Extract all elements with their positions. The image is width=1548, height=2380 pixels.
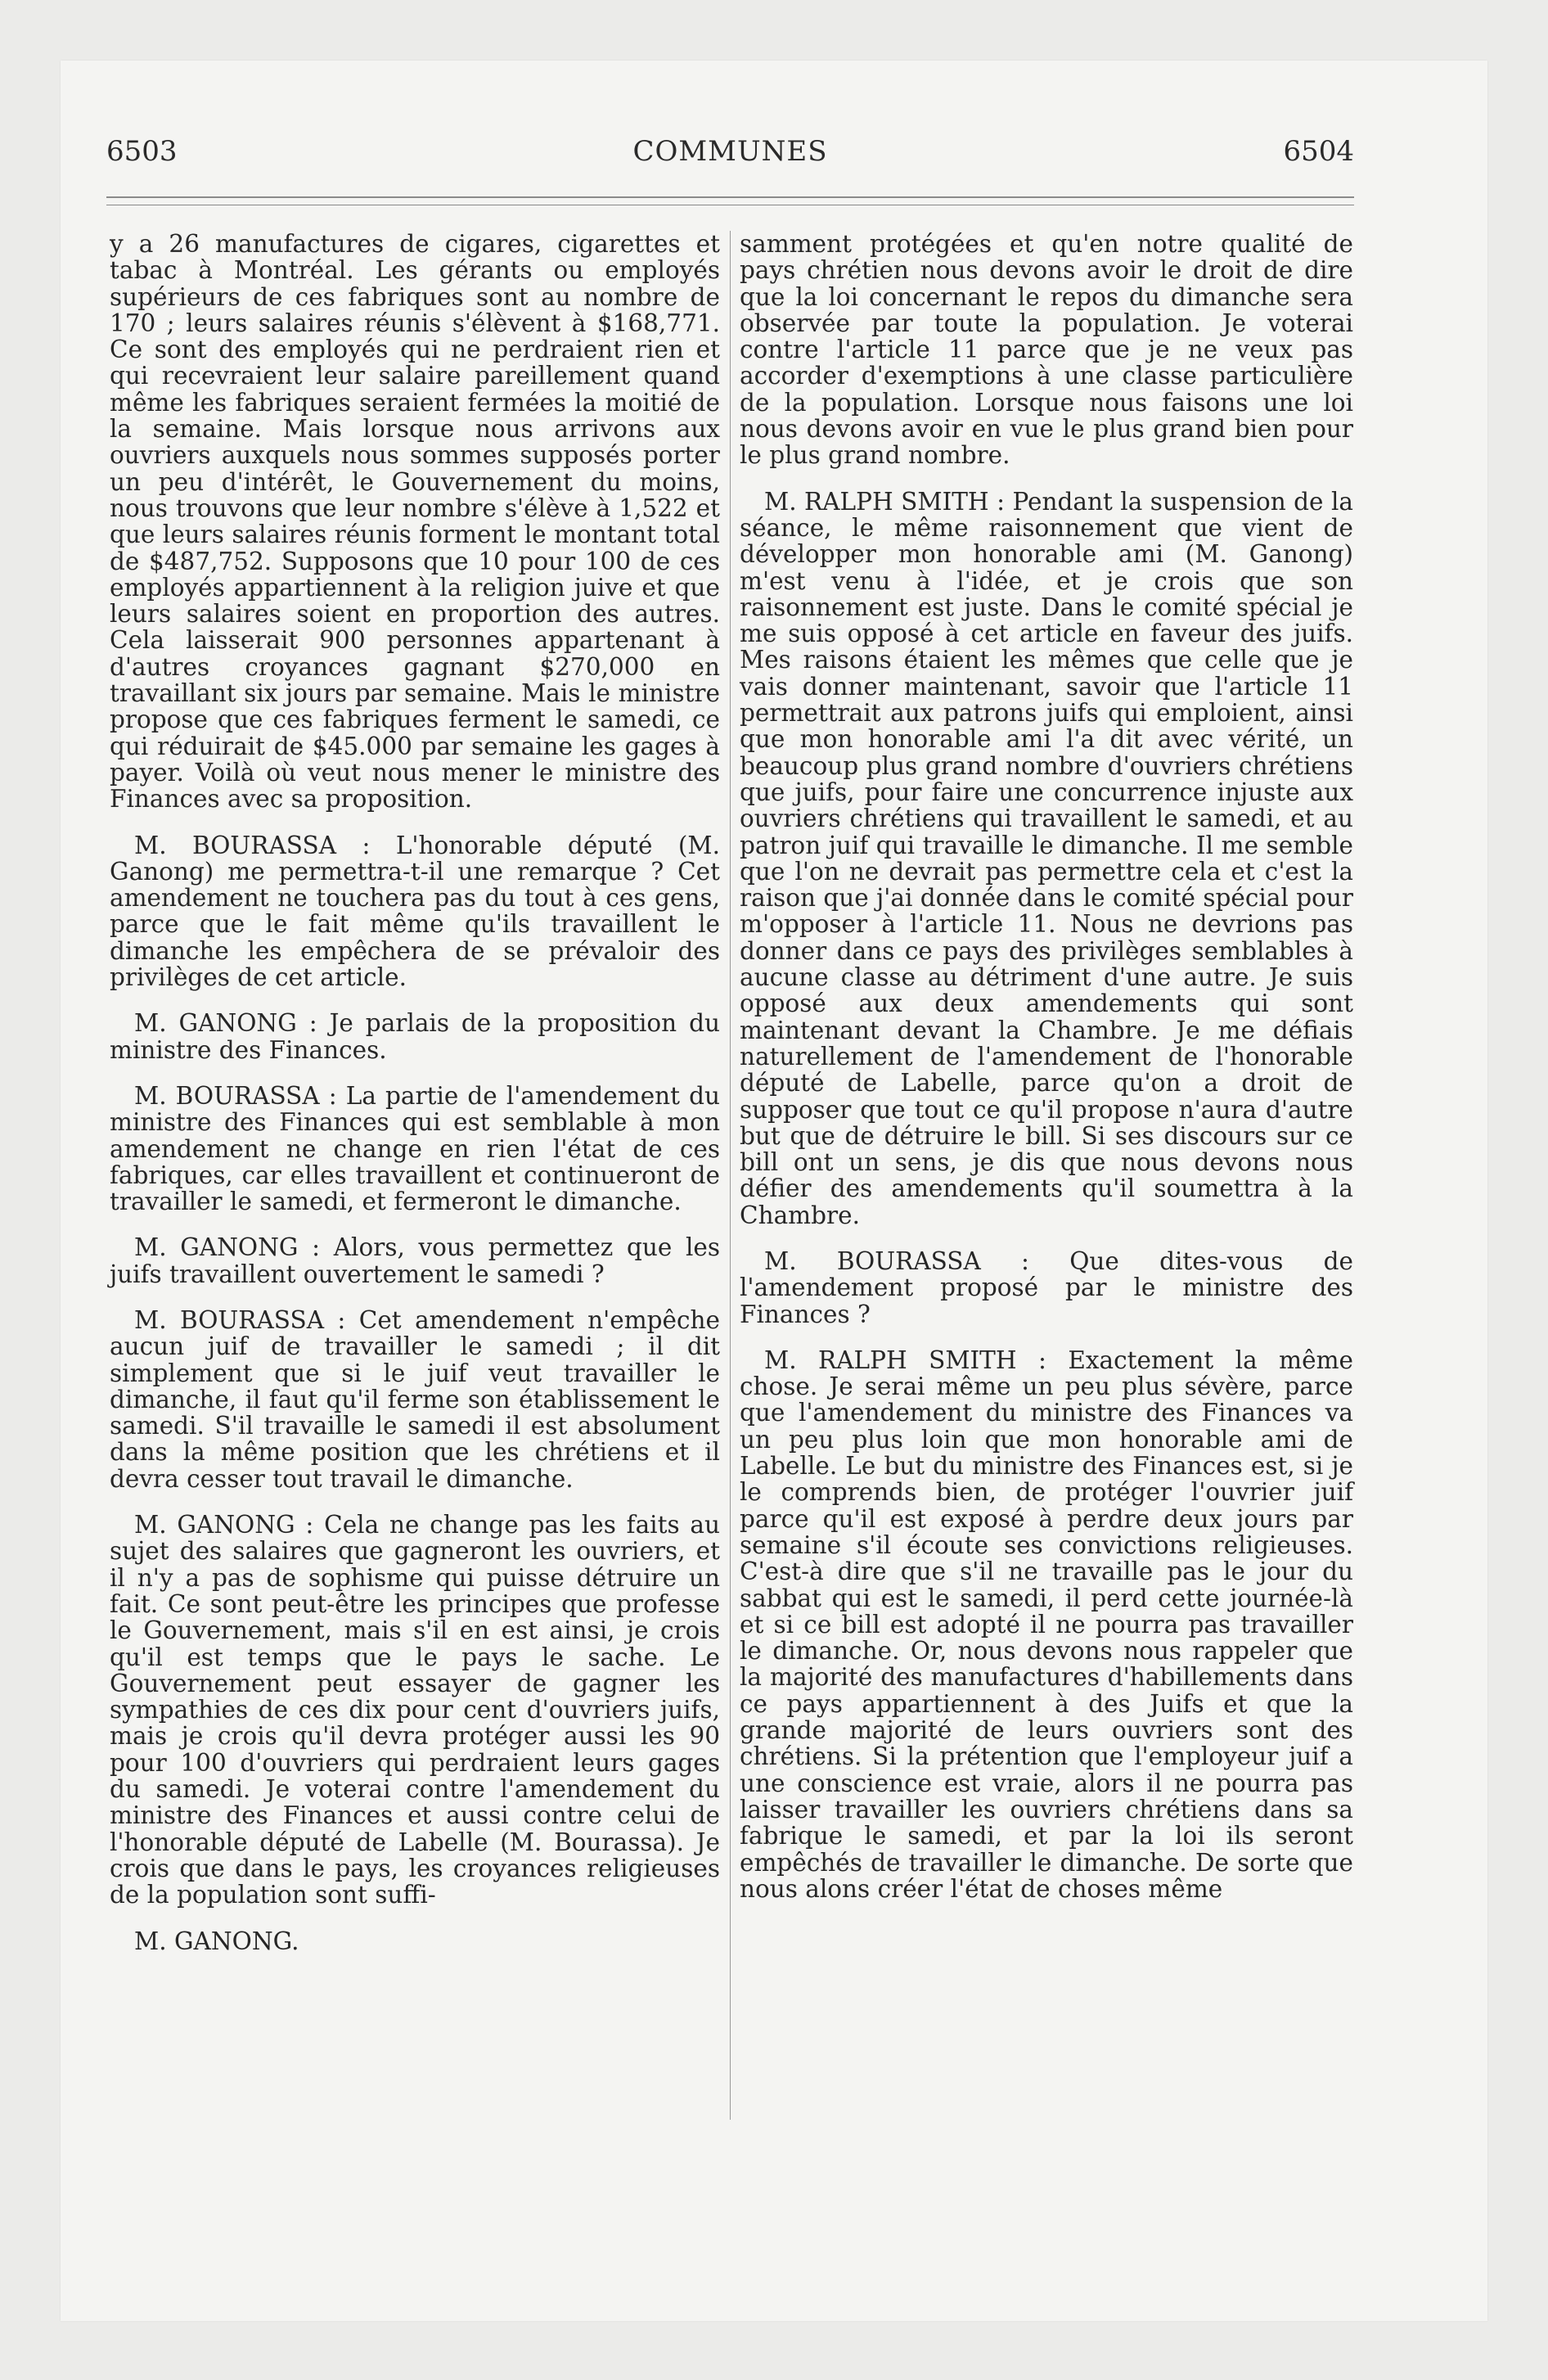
paragraph: M. RALPH SMITH : Exactement la même chose. Je serai même un peu plus sévère, parce que l'amendement du ministre des Finances va un peu plus loin que mon honorable ami de Labelle. Le but du ministre des Finances est, si je le comprends bien, de protéger l'ouvrier juif parce qu'il est exposé à perdre deux jours par semaine s'il écoute ses convictions religieuses. C'est-à dire que s'il ne travaille pas le jour du sabbat qui est le samedi, il perd cette journée-là et si ce bill est adopté il ne pourra pas travailler le dimanche. Or, nous devons nous rappeler que la majorité des manufactures d'habillements dans ce pays appartiennent à des Juifs et que la grande majorité de leurs ouvriers sont des chrétiens. Si la prétention que l'employeur juif a une conscience est vraie, alors il ne pourra pas laisser travailler les ouvriers chrétiens dans sa fabrique le samedi, et par la loi ils seront empêchés de travailler le dimanche. De sorte que nous alons créer l'état de choses même bbox=[740, 1346, 1353, 1903]
catchword: M. GANONG. bbox=[134, 1927, 299, 1955]
paragraph: M. BOURASSA : La partie de l'amendement du ministre des Finances qui est semblable à mon amendement ne change en rien l'état de ces fabriques, car elles travaillent et continueront de travailler le samedi, et fermeront le dimanche. bbox=[110, 1081, 720, 1216]
paragraph: M. GANONG : Je parlais de la proposition du ministre des Finances. bbox=[110, 1009, 720, 1064]
column-divider bbox=[730, 231, 731, 2120]
page-number-right: 6504 bbox=[1283, 135, 1354, 168]
paragraph: M. BOURASSA : Que dites-vous de l'amendement proposé par le ministre des Finances ? bbox=[740, 1246, 1353, 1328]
paragraph: M. BOURASSA : L'honorable député (M. Ganong) me permettra-t-il une remarque ? Cet amendement ne touchera pas du tout à ces gens, parce que le fait même qu'ils travaillent le dimanche les empêchera de se prévaloir des privilèges de cet article. bbox=[110, 831, 720, 992]
page-header bbox=[106, 135, 1354, 176]
paragraph: M. BOURASSA : Cet amendement n'empêche aucun juif de travailler le samedi ; il dit simplement que si le juif veut travailler le dimanche, il faut qu'il ferme son établissement le samedi. S'il travaille le samedi il est absolument dans la même position que les chrétiens et il devra cesser tout travail le dimanche. bbox=[110, 1305, 720, 1493]
page-number-left: 6503 bbox=[106, 135, 178, 168]
header-rule bbox=[106, 196, 1354, 198]
page-title: COMMUNES bbox=[632, 135, 828, 168]
paragraph: y a 26 manufactures de cigares, cigarettes et tabac à Montréal. Les gérants ou employés supérieurs de ces fabriques sont au nombre de 170 ; leurs salaires réunis s'élèvent à $168,771. Ce sont des employés qui ne perdraient rien et qui recevraient leur salaire pareillement quand même les fabriques seraient fermées la moitié de la semaine. Mais lorsque nous arrivons aux ouvriers auxquels nous sommes supposés porter un peu d'intérêt, le Gouvernement du moins, nous trouvons que leur nombre s'élève à 1,522 et que leurs salaires réunis forment le montant total de $487,752. Supposons que 10 pour 100 de ces employés appartiennent à la religion juive et que leurs salaires soient en proportion des autres. Cela laisserait 900 personnes appartenant à d'autres croyances gagnant $270,000 en travaillant six jours par semaine. Mais le ministre propose que ces fabriques ferment le samedi, ce qui réduirait de $45.000 par semaine les gages à payer. Voilà où veut nous mener le ministre des Finances avec sa proposition. bbox=[110, 230, 720, 814]
paragraph: M. GANONG : Alors, vous permettez que les juifs travaillent ouvertement le samedi ? bbox=[110, 1233, 720, 1288]
paragraph: samment protégées et qu'en notre qualité de pays chrétien nous devons avoir le droit de dire que la loi concernant le repos du dimanche sera observée par toute la population. Je voterai contre l'article 11 parce que je ne veux pas accorder d'exemptions à une classe particulière de la population. Lorsque nous faisons une loi nous devons avoir en vue le plus grand bien pour le plus grand nombre. bbox=[740, 230, 1353, 470]
paragraph: M. GANONG : Cela ne change pas les faits au sujet des salaires que gagneront les ouvriers, et il n'y a pas de sophisme qui puisse détruire un fait. Ce sont peut-être les principes que professe le Gouvernement, mais s'il en est ainsi, je crois qu'il est temps que le pays le sache. Le Gouvernement peut essayer de gagner les sympathies de ces dix pour cent d'ouvriers juifs, mais je crois qu'il devra protéger aussi les 90 pour 100 d'ouvriers qui perdraient leurs gages du samedi. Je voterai contre l'amendement du ministre des Finances et aussi contre celui de l'honorable député de Labelle (M. Bourassa). Je crois que dans le pays, les croyances religieuses de la population sont suffi- bbox=[110, 1511, 720, 1909]
paragraph: M. RALPH SMITH : Pendant la suspension de la séance, le même raisonnement que vient de développer mon honorable ami (M. Ganong) m'est venu à l'idée, et je crois que son raisonnement est juste. Dans le comité spécial je me suis opposé à cet article en faveur des juifs. Mes raisons étaient les mêmes que celle que je vais donner maintenant, savoir que l'article 11 permettrait aux patrons juifs qui emploient, ainsi que mon honorable ami l'a dit avec vérité, un beaucoup plus grand nombre d'ouvriers chrétiens que juifs, pour faire une concurrence injuste aux ouvriers chrétiens qui travaillent le samedi, et au patron juif qui travaille le dimanche. Il me semble que l'on ne devrait pas permettre cela et c'est la raison que j'ai donnée dans le comité spécial pour m'opposer à l'article 11. Nous ne devrions pas donner dans ce pays des privilèges semblables à aucune classe au détriment d'une autre. Je suis opposé aux deux amendements qui sont maintenant devant la Chambre. Je me défiais naturellement de l'amendement de l'honorable député de Labelle, parce qu'on a droit de supposer que tout ce qu'il propose n'aura d'autre but que de détruire le bill. Si ses discours sur ce bill ont un sens, je dis que nous devons nous défier des amendements qu'il soumettra à la Chambre. bbox=[740, 487, 1353, 1229]
left-column bbox=[110, 231, 720, 1974]
right-column bbox=[740, 231, 1353, 1922]
